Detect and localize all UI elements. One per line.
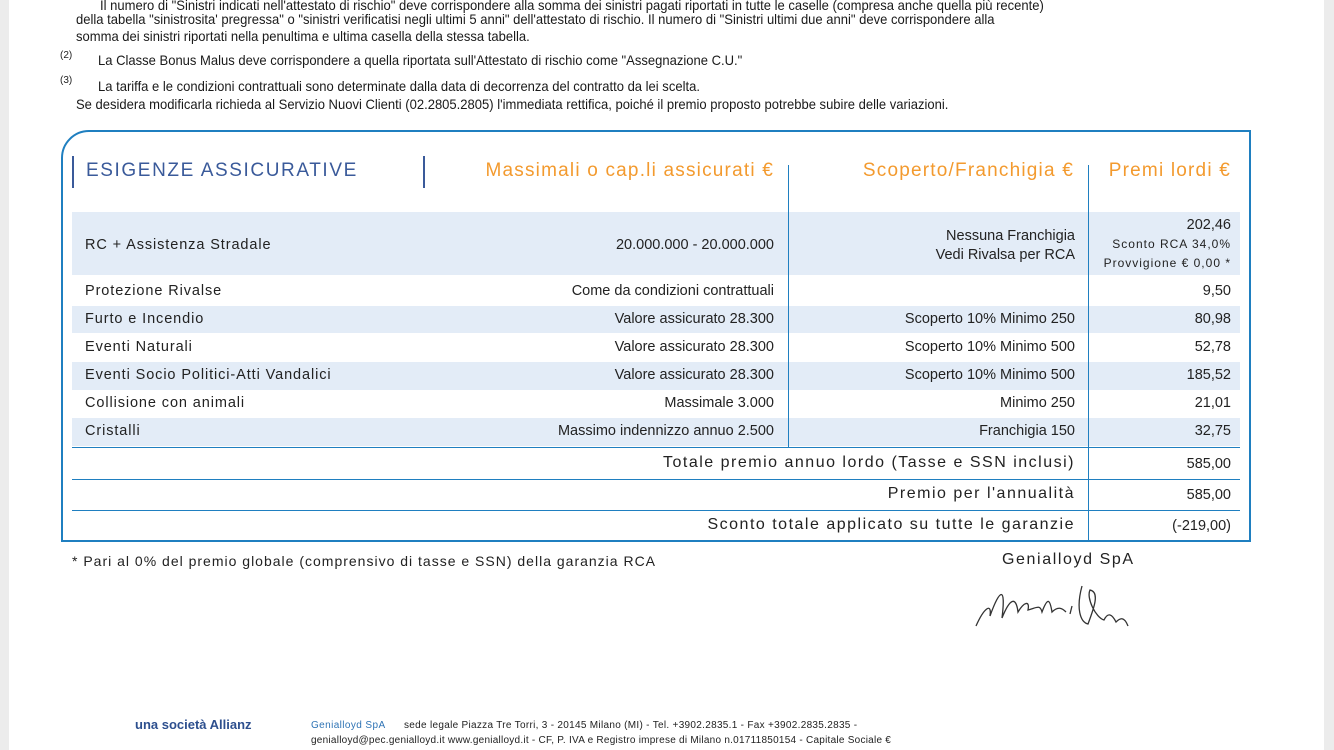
coverage-name: Protezione Rivalse (85, 283, 223, 299)
coverage-massimali: Come da condizioni contrattuali (571, 283, 774, 299)
total-label: Sconto totale applicato su tutte le garanzie (707, 516, 1075, 533)
coverage-name: Eventi Socio Politici-Atti Vandalici (85, 367, 332, 383)
note-2-marker: (2) (60, 50, 73, 61)
note-1-line-2: somma dei sinistri riportati nella penultima e ultima casella della stessa tabella. (76, 28, 530, 44)
rc-premio: 202,46 (1186, 217, 1231, 233)
header-divider (423, 156, 425, 188)
divider (72, 510, 1240, 511)
header-premi: Premi lordi € (1108, 160, 1231, 181)
divider (72, 447, 1240, 448)
right-scroll-area[interactable] (1324, 0, 1334, 750)
header-bar (72, 156, 74, 188)
column-divider (788, 165, 789, 447)
handwritten-signature (970, 578, 1145, 634)
note-2: La Classe Bonus Malus deve corrispondere a quella riportata sull'Attestato di rischio come "Assegnazione C.U." (98, 52, 743, 68)
coverage-premio: 21,01 (1194, 395, 1231, 411)
coverage-massimali: Valore assicurato 28.300 (614, 311, 774, 327)
coverage-massimali: Valore assicurato 28.300 (614, 339, 774, 355)
allianz-brand: una società Allianz (135, 717, 252, 732)
rc-rivalsa: Vedi Rivalsa per RCA (935, 247, 1075, 263)
coverage-table (61, 130, 1251, 542)
column-divider (1088, 165, 1089, 540)
footer-line-2: genialloyd@pec.genialloyd.it www.genialloyd.it - CF, P. IVA e Registro imprese di Milano n.01711850154 - Capitale Sociale € (311, 735, 892, 746)
divider (72, 479, 1240, 480)
footnote: * Pari al 0% del premio globale (comprensivo di tasse e SSN) della garanzia RCA (72, 553, 657, 569)
coverage-massimali: Valore assicurato 28.300 (614, 367, 774, 383)
coverage-franchigia: Scoperto 10% Minimo 500 (904, 339, 1075, 355)
rc-sconto: Sconto RCA 34,0% (1112, 237, 1231, 251)
coverage-name: Collisione con animali (85, 395, 246, 411)
coverage-massimali: Massimo indennizzo annuo 2.500 (557, 423, 774, 439)
rc-name: RC + Assistenza Stradale (85, 237, 272, 253)
rc-provvigione: Provvigione € 0,00 * (1103, 256, 1231, 270)
coverage-name: Eventi Naturali (85, 339, 193, 355)
coverage-name: Furto e Incendio (85, 311, 205, 327)
rc-franchigia: Nessuna Franchigia (946, 228, 1075, 244)
coverage-premio: 52,78 (1194, 339, 1231, 355)
coverage-franchigia: Franchigia 150 (979, 423, 1075, 439)
note-3-marker: (3) (60, 75, 73, 86)
coverage-premio: 32,75 (1194, 423, 1231, 439)
coverage-franchigia: Minimo 250 (1000, 395, 1075, 411)
note-3: La tariffa e le condizioni contrattuali sono determinate dalla data di decorrenza del contratto da lei scelta. (98, 78, 700, 94)
total-label: Totale premio annuo lordo (Tasse e SSN inclusi) (663, 454, 1075, 471)
note-1-line-1: della tabella "sinistrosita' pregressa" o "sinistri verificatisi negli ultimi 5 anni" dell'attestato di rischio. Il numero di "Sinistri ultimi due anni" deve corrispondere alla (76, 11, 995, 27)
header-massimali: Massimali o cap.li assicurati € (485, 160, 774, 181)
note-1-line-0: Il numero di "Sinistri indicati nell'attestato di rischio" deve corrispondere alla somma dei sinistri pagati riportati in tutte le caselle (compresa anche quella più recente) (100, 0, 1044, 13)
total-value: 585,00 (1186, 456, 1231, 472)
signature-company: Genialloyd SpA (1002, 551, 1135, 568)
total-label: Premio per l'annualità (887, 485, 1075, 502)
note-3b: Se desidera modificarla richieda al Servizio Nuovi Clienti (02.2805.2805) l'immediata rettifica, poiché il premio proposto potrebbe subire delle variazioni. (76, 96, 949, 112)
left-margin (0, 0, 9, 750)
coverage-massimali: Massimale 3.000 (664, 395, 774, 411)
coverage-franchigia: Scoperto 10% Minimo 250 (904, 311, 1075, 327)
coverage-name: Cristalli (85, 423, 141, 439)
footer-company: Genialloyd SpA (311, 720, 386, 731)
footer-line-1: sede legale Piazza Tre Torri, 3 - 20145 Milano (MI) - Tel. +3902.2835.1 - Fax +3902.2835.2835 - (404, 720, 858, 731)
total-value: 585,00 (1186, 487, 1231, 503)
coverage-premio: 185,52 (1186, 367, 1231, 383)
header-esigenze: ESIGENZE ASSICURATIVE (86, 160, 358, 181)
total-value: (-219,00) (1172, 518, 1231, 534)
coverage-premio: 9,50 (1202, 283, 1231, 299)
coverage-premio: 80,98 (1194, 311, 1231, 327)
header-franchigia: Scoperto/Franchigia € (862, 160, 1074, 181)
coverage-franchigia: Scoperto 10% Minimo 500 (904, 367, 1075, 383)
rc-massimali: 20.000.000 - 20.000.000 (615, 237, 774, 253)
